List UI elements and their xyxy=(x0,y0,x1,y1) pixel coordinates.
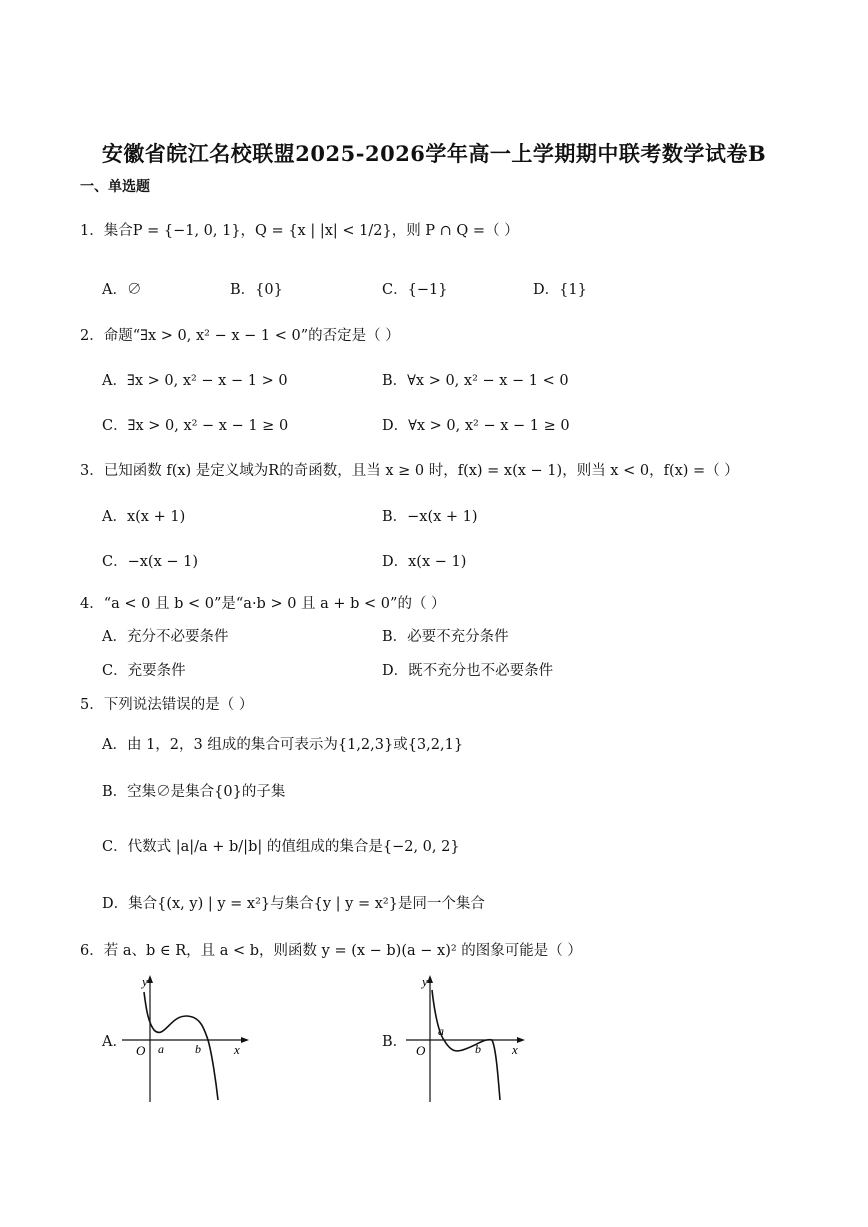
q2-option-b[interactable]: B．∀x > 0, x² − x − 1 < 0 xyxy=(382,373,569,389)
q3-option-c[interactable]: C．−x(x − 1) xyxy=(102,554,199,570)
y-axis-label: y xyxy=(422,974,428,989)
q5-option-b[interactable]: B．空集∅是集合{0}的子集 xyxy=(102,784,286,800)
curve-a xyxy=(144,992,218,1100)
curve-b xyxy=(432,990,500,1100)
root-b-label: b xyxy=(475,1042,481,1056)
root-a-label: a xyxy=(158,1042,164,1056)
q6-option-a[interactable]: A． xyxy=(102,1034,127,1050)
q3-option-a[interactable]: A．x(x + 1) xyxy=(102,509,186,525)
q2-option-a[interactable]: A．∃x > 0, x² − x − 1 > 0 xyxy=(102,373,288,389)
page-title: 安徽省皖江名校联盟2025-2026学年高一上学期期中联考数学试卷B xyxy=(101,141,767,166)
question-2-stem: 2．命题“∃x > 0, x² − x − 1 < 0”的否定是（ ） xyxy=(80,328,400,344)
q5-option-a[interactable]: A．由 1，2，3 组成的集合可表示为{1,2,3}或{3,2,1} xyxy=(102,737,464,753)
x-axis-arrow xyxy=(517,1037,525,1043)
origin-label: O xyxy=(416,1043,426,1058)
x-axis-label: x xyxy=(512,1042,518,1057)
q5-option-c[interactable]: C．代数式 |a|/a + b/|b| 的值组成的集合是{−2, 0, 2} xyxy=(102,839,460,855)
q1-option-a[interactable]: A．∅ xyxy=(102,282,142,298)
root-b-label: b xyxy=(195,1042,201,1056)
q2-option-d[interactable]: D．∀x > 0, x² − x − 1 ≥ 0 xyxy=(382,418,570,434)
q1-option-b[interactable]: B．{0} xyxy=(230,282,283,298)
y-axis-label: y xyxy=(142,974,148,989)
q2-option-c[interactable]: C．∃x > 0, x² − x − 1 ≥ 0 xyxy=(102,418,289,434)
origin-label: O xyxy=(136,1043,146,1058)
q6-option-b[interactable]: B． xyxy=(382,1034,408,1050)
q1-option-c[interactable]: C．{−1} xyxy=(382,282,448,298)
question-5-stem: 5．下列说法错误的是（ ） xyxy=(80,697,254,713)
q1-option-d[interactable]: D．{1} xyxy=(533,282,587,298)
x-axis-label: x xyxy=(234,1042,240,1057)
section-heading: 一、单选题 xyxy=(80,179,150,195)
question-4-stem: 4．“a < 0 且 b < 0”是“a·b > 0 且 a + b < 0”的（ ） xyxy=(80,596,446,612)
q3-option-b[interactable]: B．−x(x + 1) xyxy=(382,509,478,525)
q5-option-d[interactable]: D．集合{(x, y) | y = x²}与集合{y | y = x²}是同一个集合 xyxy=(102,896,485,912)
question-3-stem: 3．已知函数 f(x) 是定义域为R的奇函数，且当 x ≥ 0 时，f(x) = x(x − 1)，则当 x < 0，f(x) =（ ） xyxy=(80,463,739,479)
question-6-stem: 6．若 a、b ∈ R，且 a < b，则函数 y = (x − b)(a − x)² 的图象可能是（ ） xyxy=(80,943,582,959)
q4-option-b[interactable]: B．必要不充分条件 xyxy=(382,629,509,645)
q4-option-d[interactable]: D．既不充分也不必要条件 xyxy=(382,663,554,679)
q6-graph-a[interactable] xyxy=(118,972,253,1104)
question-1-stem: 1．集合P = {−1, 0, 1}，Q = {x | |x| < 1/2}，则 P ∩ Q =（ ） xyxy=(80,223,519,239)
q6-graph-b[interactable] xyxy=(402,972,537,1104)
q4-option-a[interactable]: A．充分不必要条件 xyxy=(102,629,229,645)
root-a-label: a xyxy=(438,1024,444,1038)
x-axis-arrow xyxy=(241,1037,249,1043)
q3-option-d[interactable]: D．x(x − 1) xyxy=(382,554,467,570)
y-axis-arrow xyxy=(147,975,153,983)
q4-option-c[interactable]: C．充要条件 xyxy=(102,663,186,679)
y-axis-arrow xyxy=(427,975,433,983)
